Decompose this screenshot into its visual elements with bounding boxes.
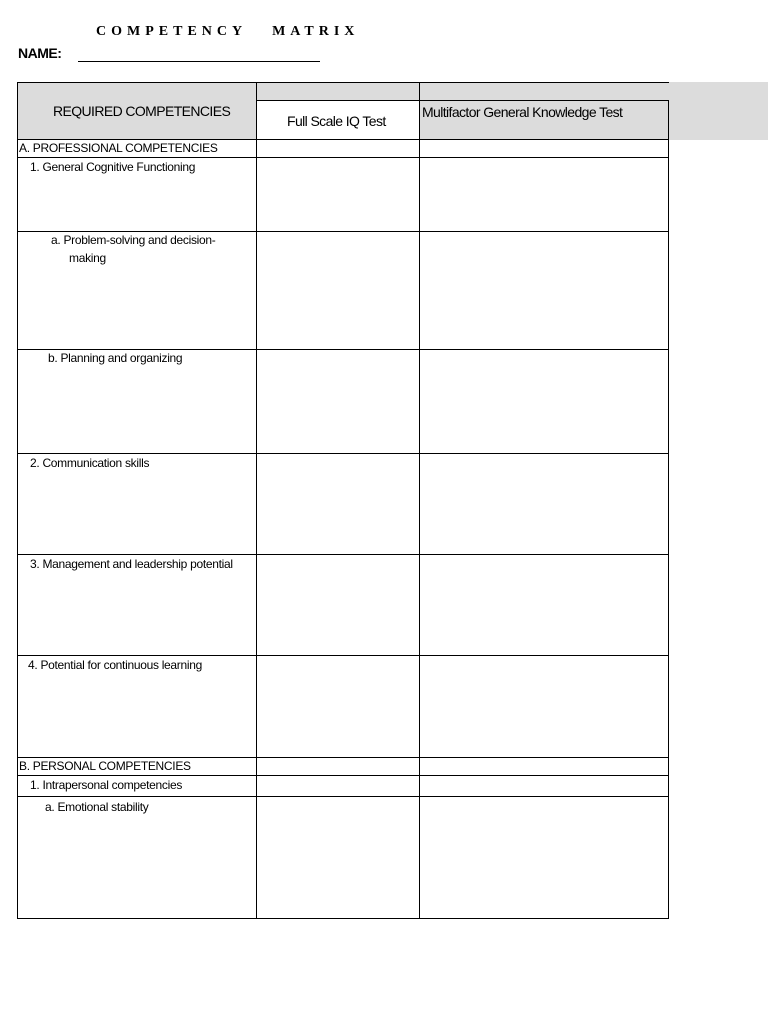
row-label-emotional-stability: a. Emotional stability (45, 800, 149, 814)
vline-left (17, 82, 18, 919)
row-label-communication: 2. Communication skills (30, 456, 150, 470)
header-col2: Multifactor General Knowledge Test (422, 104, 623, 120)
row-label-section-b: B. PERSONAL COMPETENCIES (19, 759, 191, 773)
document-title: COMPETENCY MATRIX (96, 24, 360, 39)
row-label-planning: b. Planning and organizing (48, 351, 183, 365)
row-label-management: 3. Management and leadership potential (30, 557, 233, 571)
hline-row (17, 796, 669, 797)
name-field-line[interactable] (78, 61, 320, 62)
row-label-intrapersonal: 1. Intrapersonal competencies (30, 778, 183, 792)
row-label-continuous-learning: 4. Potential for continuous learning (28, 658, 202, 672)
hline-top (17, 82, 669, 83)
vline-mid (256, 82, 257, 919)
row-label-general-cognitive: 1. General Cognitive Functioning (30, 160, 196, 174)
name-label: NAME: (18, 45, 62, 61)
row-label-problem-solving: a. Problem-solving and decision- (51, 233, 216, 247)
header-competencies: REQUIRED COMPETENCIES (53, 103, 231, 119)
hline-header-sub (256, 100, 669, 101)
header-col1: Full Scale IQ Test (287, 113, 386, 129)
header-cell-col1-top (257, 82, 419, 100)
hline-bottom (17, 918, 669, 919)
row-label-problem-solving-cont: making (69, 251, 106, 265)
row-label-section-a: A. PROFESSIONAL COMPETENCIES (19, 141, 218, 155)
vline-mid2 (419, 82, 420, 919)
